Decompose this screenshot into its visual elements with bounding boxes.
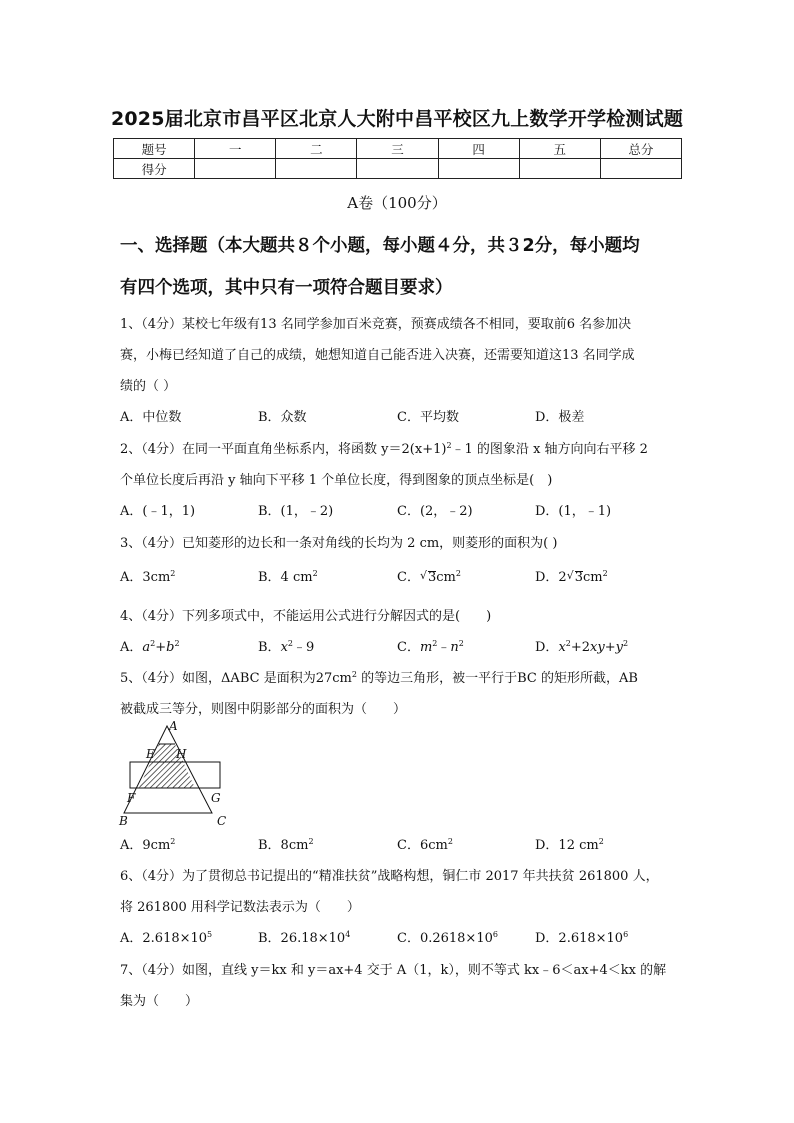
sqrt-icon: √ 3	[567, 570, 583, 585]
score-blank-cell	[438, 159, 519, 179]
label-h: H	[176, 747, 187, 761]
q3-option-a: A．$3cm^2$	[120, 569, 176, 585]
triangle-figure	[112, 718, 242, 830]
q7-text-line2: 集为（ ）	[120, 994, 199, 1009]
score-cell: 二	[276, 139, 357, 159]
label-e: E	[146, 747, 155, 761]
q5-option-d: D．12 $cm^2$	[535, 837, 604, 853]
q5-option-b: B．$8cm^2$	[258, 837, 314, 853]
score-cell: 一	[195, 139, 276, 159]
q6-text-line2: 将 261800 用科学记数法表示为（ ）	[120, 900, 360, 915]
label-b: B	[119, 814, 128, 828]
exam-title: 2025届北京市昌平区北京人大附中昌平校区九上数学开学检测试题	[110, 108, 684, 130]
q4-option-b: B．$x^2﹣9$	[258, 639, 315, 655]
q2-option-a: A．(﹣1，1)	[120, 504, 196, 519]
q6-option-c: C．$0.2618\times 10^6$	[397, 930, 498, 946]
score-blank-cell	[357, 159, 438, 179]
q3-option-c: C．√ $3cm^2$	[397, 566, 461, 585]
q7-text-line1: 7、（4分）如图，直线 y＝kx 和 y＝ax+4 交于 A（1，k），则不等式 kx﹣6＜ax+4＜kx 的解	[120, 963, 667, 978]
label-f: F	[127, 791, 136, 805]
score-blank-cell	[276, 159, 357, 179]
q2-option-c: C．(2，﹣2)	[397, 504, 473, 519]
label-a: A	[169, 719, 178, 733]
score-cell: 总分	[600, 139, 681, 159]
q1-text-line3: 绩的（ ）	[120, 379, 177, 394]
q1-text-line1: 1、（4分）某校七年级有13 名同学参加百米竞赛，预赛成绩各不相同，要取前6 名参加决	[120, 317, 632, 332]
section1-heading-line1: 一、选择题（本大题共８个小题，每小题４分，共３2分，每小题均	[120, 236, 640, 256]
q3-option-b: B．4 $cm^2$	[258, 569, 318, 585]
section-a-heading: A卷（100分）	[347, 194, 447, 212]
score-table-header-row	[114, 139, 682, 159]
q3-option-d: D．2√ $3cm^2$	[535, 566, 608, 585]
label-c: C	[217, 814, 227, 828]
q4-option-d: D．$x^2+2xy+y^2$	[535, 639, 629, 655]
q1-option-b: B．众数	[258, 410, 307, 425]
q6-option-d: D．$2.618\times 10^6$	[535, 930, 629, 946]
q5-text-line2: 被截成三等分，则图中阴影部分的面积为（ ）	[120, 702, 407, 717]
score-row-label: 得分	[114, 159, 195, 179]
score-blank-cell	[195, 159, 276, 179]
score-cell: 三	[357, 139, 438, 159]
q5-option-c: C．$6cm^2$	[397, 837, 453, 853]
q2-text-line1: 2、（4分）在同一平面直角坐标系内，将函数 $y=2(x+1)^2﹣1$ 的图象沿 x 轴方向向右平移 2	[120, 441, 648, 457]
q4-option-a: A．$a^2+b^2$	[120, 639, 180, 655]
sqrt-icon: √ 3	[420, 570, 436, 585]
q6-option-a: A．$2.618\times 10^5$	[120, 930, 213, 946]
score-blank-cell	[600, 159, 681, 179]
q5-text-line1: 5、（4分）如图，ΔABC 是面积为$27cm^2$ 的等边三角形，被一平行于BC 的矩形所截，AB	[120, 670, 638, 686]
q2-option-b: B．(1，﹣2)	[258, 504, 334, 519]
score-table	[113, 138, 682, 179]
score-cell: 五	[519, 139, 600, 159]
q5-option-a: A．$9cm^2$	[120, 837, 176, 853]
q4-text-line1: 4、（4分）下列多项式中，不能运用公式进行分解因式的是( )	[120, 609, 492, 624]
q3-text-line1: 3、（4分）已知菱形的边长和一条对角线的长均为 2 cm，则菱形的面积为( )	[120, 536, 558, 551]
q4-option-c: C．$m^2﹣n^2$	[397, 639, 464, 655]
score-blank-cell	[519, 159, 600, 179]
q1-option-c: C．平均数	[397, 410, 459, 425]
q6-option-b: B．$26.18\times 10^4$	[258, 930, 351, 946]
section1-heading-line2: 有四个选项，其中只有一项符合题目要求）	[120, 278, 453, 298]
q1-text-line2: 赛，小梅已经知道了自己的成绩，她想知道自己能否进入决赛，还需要知道这13 名同学成	[120, 348, 635, 363]
q1-option-a: A．中位数	[120, 410, 182, 425]
q6-text-line1: 6、（4分）为了贯彻总书记提出的“精准扶贫”战略构想，铜仁市 2017 年共扶贫 261800 人，	[120, 869, 659, 884]
q1-option-d: D．极差	[535, 410, 585, 425]
q2-text-line2: 个单位长度后再沿 y 轴向下平移 1 个单位长度，得到图象的顶点坐标是( )	[120, 473, 553, 488]
score-cell: 题号	[114, 139, 195, 159]
q2-option-d: D．(1，﹣1)	[535, 504, 612, 519]
label-g: G	[211, 791, 221, 805]
score-table-score-row	[114, 159, 682, 179]
score-cell: 四	[438, 139, 519, 159]
